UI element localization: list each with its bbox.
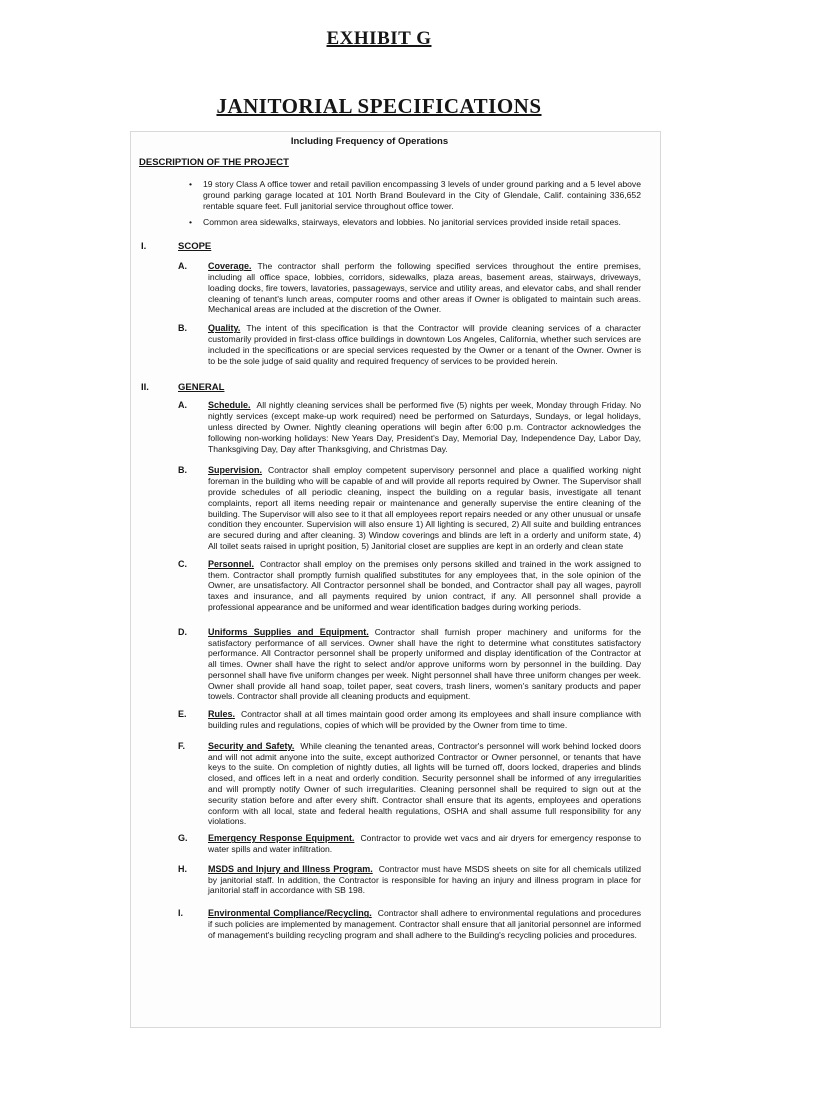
clause-label: Quality. <box>208 323 241 334</box>
clause-body <box>208 741 641 827</box>
bullet-icon: • <box>189 217 193 228</box>
clause-text: Contractor shall employ competent supervisory personnel and place a qualified working night foreman in the building who will be capable of and will provide all reports required by Owner. The Supervisor shall provide schedules of all periodic cleaning, inspect the building on a regular basis, investigate all tenant complaints, report all items needing repair or maintenance and generally supervise the entire cleaning of the building. The Supervisor will also see to it that all employees report repairs needed or any other unusual or unsafe condition they encounter. Supervision will also ensure 1) All lighting is secured, 2) All suite and building entrances are secured during and after cleaning. 3) Window coverings and blinds are left in a orderly and uniform state, 4) All toilet seats raised in upright position, 5) Janitorial closet are supplies are kept in an orderly and clean state <box>208 465 641 551</box>
clause-quality <box>178 323 640 366</box>
clause-text: Contractor shall at all times maintain good order among its employees and shall insure compliance with building rules and regulations, copies of which will be provided by the Owner from time to time. <box>208 709 641 731</box>
clause-body <box>208 559 641 613</box>
clause-body <box>208 864 641 896</box>
clause-letter: B. <box>178 465 187 476</box>
clause-text: Contractor shall employ on the premises only persons skilled and trained in the work assigned to them. Contractor shall promptly furnish qualified substitutes for any employees that, in the sole opinion of the Owner, are unsatisfactory. All Contractor personnel shall be bonded, and Contractor shall pay all wages, payroll taxes and insurance, and all payments required by union contract, if any. All personnel shall provide a professional appearance and be uniformed and wear identification badges during working periods. <box>208 558 641 612</box>
clause-letter: A. <box>178 400 187 411</box>
clause-rules <box>178 709 640 731</box>
clause-body <box>208 400 641 454</box>
clause-body <box>208 908 641 940</box>
section-title: SCOPE <box>178 241 212 253</box>
bullet-text: 19 story Class A office tower and retail pavilion encompassing 3 levels of under ground parking and a 5 level above ground parking garage located at 101 North Brand Boulevard in the City of Glendale, Calif. containing 336,652 rentable square feet. Full janitorial service throughout office tower. <box>203 179 641 211</box>
clause-msds <box>178 864 640 896</box>
clause-letter: A. <box>178 261 187 272</box>
clause-body <box>208 323 641 366</box>
description-bullet <box>189 179 640 211</box>
clause-body <box>208 627 641 703</box>
clause-uniforms <box>178 627 640 703</box>
clause-letter: F. <box>178 740 186 751</box>
clause-letter: H. <box>178 863 187 874</box>
clause-label: Rules. <box>208 709 236 720</box>
section-heading-general <box>141 382 640 393</box>
clause-letter: E. <box>178 709 187 720</box>
bullet-icon: • <box>189 179 193 189</box>
clause-text: Contractor shall furnish proper machinery and uniforms for the satisfactory performance of all services. Owner shall have the right to determine what constitutes satisfactory performance. All Contractor personnel shall be properly uniformed and display identification of the Contractor at all times. Owner shall have the right to select and/or approve uniforms worn by personnel in the building. Day personnel shall have five uniform changes per week. Night personnel shall have three uniform changes per week. Owner shall provide all hand soap, toilet paper, seat covers, trash liners, women's sanitary products and paper towels. Contractor shall provide all cleaning products and equipment. <box>208 626 642 702</box>
clause-label: Personnel. <box>208 558 255 569</box>
clause-letter: I. <box>178 908 184 919</box>
clause-text: While cleaning the tenanted areas, Contractor's personnel will work behind locked doors and will not admit anyone into the suite, except authorized Contractor or Owner personnel, or tenants that have keys to the suite. On completion of nightly duties, all lights will be turned off, doors locked, draperies and blinds closed, and offices left in a neat and orderly condition. Security personnel shall be informed of any irregularities and will promptly notify Owner of such irregularities. Cleaning personnel shall be required to sign out at the security station before and after every shift. Contractor shall ensure that its agents, employees and operations conform with all local, state and federal health regulations, OSHA and shall assume full responsibility for any violations. <box>208 740 641 827</box>
clause-body <box>208 465 641 551</box>
description-bullet <box>189 217 640 228</box>
clause-personnel <box>178 559 640 613</box>
clause-text: The contractor shall perform the following specified services throughout the entire premises, including all office space, lobbies, corridors, sidewalks, plaza areas, basement areas, stairways, driveways, loading docks, fire towers, lavatories, passageways, service and utility areas, and elevator cabs, and shall render cleaning of tenant's lunch areas, computer rooms and other areas if Owner is obligated to maintain such areas. Mechanical areas are included at the discretion of the Owner. <box>208 261 641 315</box>
clause-label: Emergency Response Equipment. <box>208 833 355 844</box>
clause-schedule <box>178 400 640 454</box>
clause-letter: D. <box>178 626 187 637</box>
document-header <box>0 28 758 119</box>
description-heading: DESCRIPTION OF THE PROJECT <box>139 157 289 168</box>
clause-letter: G. <box>178 833 188 844</box>
clause-label: Environmental Compliance/Recycling. <box>208 908 372 919</box>
document-title: JANITORIAL SPECIFICATIONS <box>216 94 542 118</box>
section-numeral: I. <box>141 241 147 253</box>
clause-supervision <box>178 465 640 551</box>
clause-environmental <box>178 908 640 940</box>
clause-body <box>208 833 641 855</box>
clause-text: Contractor must have MSDS sheets on site for all chemicals utilized by janitorial staff. In addition, the Contractor is responsible for having an injury and illness program in place for janitorial staff in accordance with SB 198. <box>208 863 641 896</box>
section-numeral: II. <box>141 382 149 394</box>
frequency-tagline: Including Frequency of Operations <box>290 136 449 147</box>
clause-text: The intent of this specification is that the Contractor will provide cleaning services of a character customarily provided in first-class office buildings in downtown Los Angeles, California, whether such services are included in the specifications or are special services requested by the Owner or a tenant of the Owner. Owner is to be the sole judge of said quality and required frequency of services to be provided herein. <box>208 323 641 366</box>
clause-text: Contractor to provide wet vacs and air dryers for emergency response to water spills and water infiltration. <box>208 833 641 855</box>
clause-text: Contractor shall adhere to environmental regulations and procedures if such policies are implemented by management. Contractor shall ensure that all janitorial personnel are informed of management's building recycling program and shall adhere to the Building's recycling policies and procedures. <box>208 908 641 940</box>
clause-security-safety <box>178 741 640 827</box>
clause-letter: B. <box>178 323 187 334</box>
clause-label: Uniforms Supplies and Equipment. <box>208 626 369 637</box>
clause-label: Supervision. <box>208 465 263 476</box>
exhibit-title: EXHIBIT G <box>326 28 432 49</box>
scanned-document-body <box>130 131 661 1028</box>
clause-label: Schedule. <box>208 400 251 411</box>
clause-coverage <box>178 261 640 315</box>
bullet-text: Common area sidewalks, stairways, elevators and lobbies. No janitorial services provided inside retail spaces. <box>203 217 621 228</box>
clause-body <box>208 261 641 315</box>
clause-text: All nightly cleaning services shall be performed five (5) nights per week, Monday through Friday. No nightly services (except make-up work required) need be performed on Saturdays, Sundays, or legal holidays, unless directed by Owner. Nightly cleaning operations will begin after 6:00 p.m. Contractor acknowledges the following non-working holidays: New Years Day, President's Day, Memorial Day, Independence Day, Labor Day, Thanksgiving Day, Day after Thanksgiving, and Christmas Day. <box>208 400 641 454</box>
clause-label: Security and Safety. <box>208 740 295 751</box>
clause-body <box>208 709 641 731</box>
clause-letter: C. <box>178 558 187 569</box>
section-heading-scope <box>141 241 640 252</box>
section-title: GENERAL <box>178 382 225 394</box>
clause-label: Coverage. <box>208 261 252 272</box>
clause-emergency-response <box>178 833 640 855</box>
clause-label: MSDS and Injury and Illness Program. <box>208 863 373 874</box>
